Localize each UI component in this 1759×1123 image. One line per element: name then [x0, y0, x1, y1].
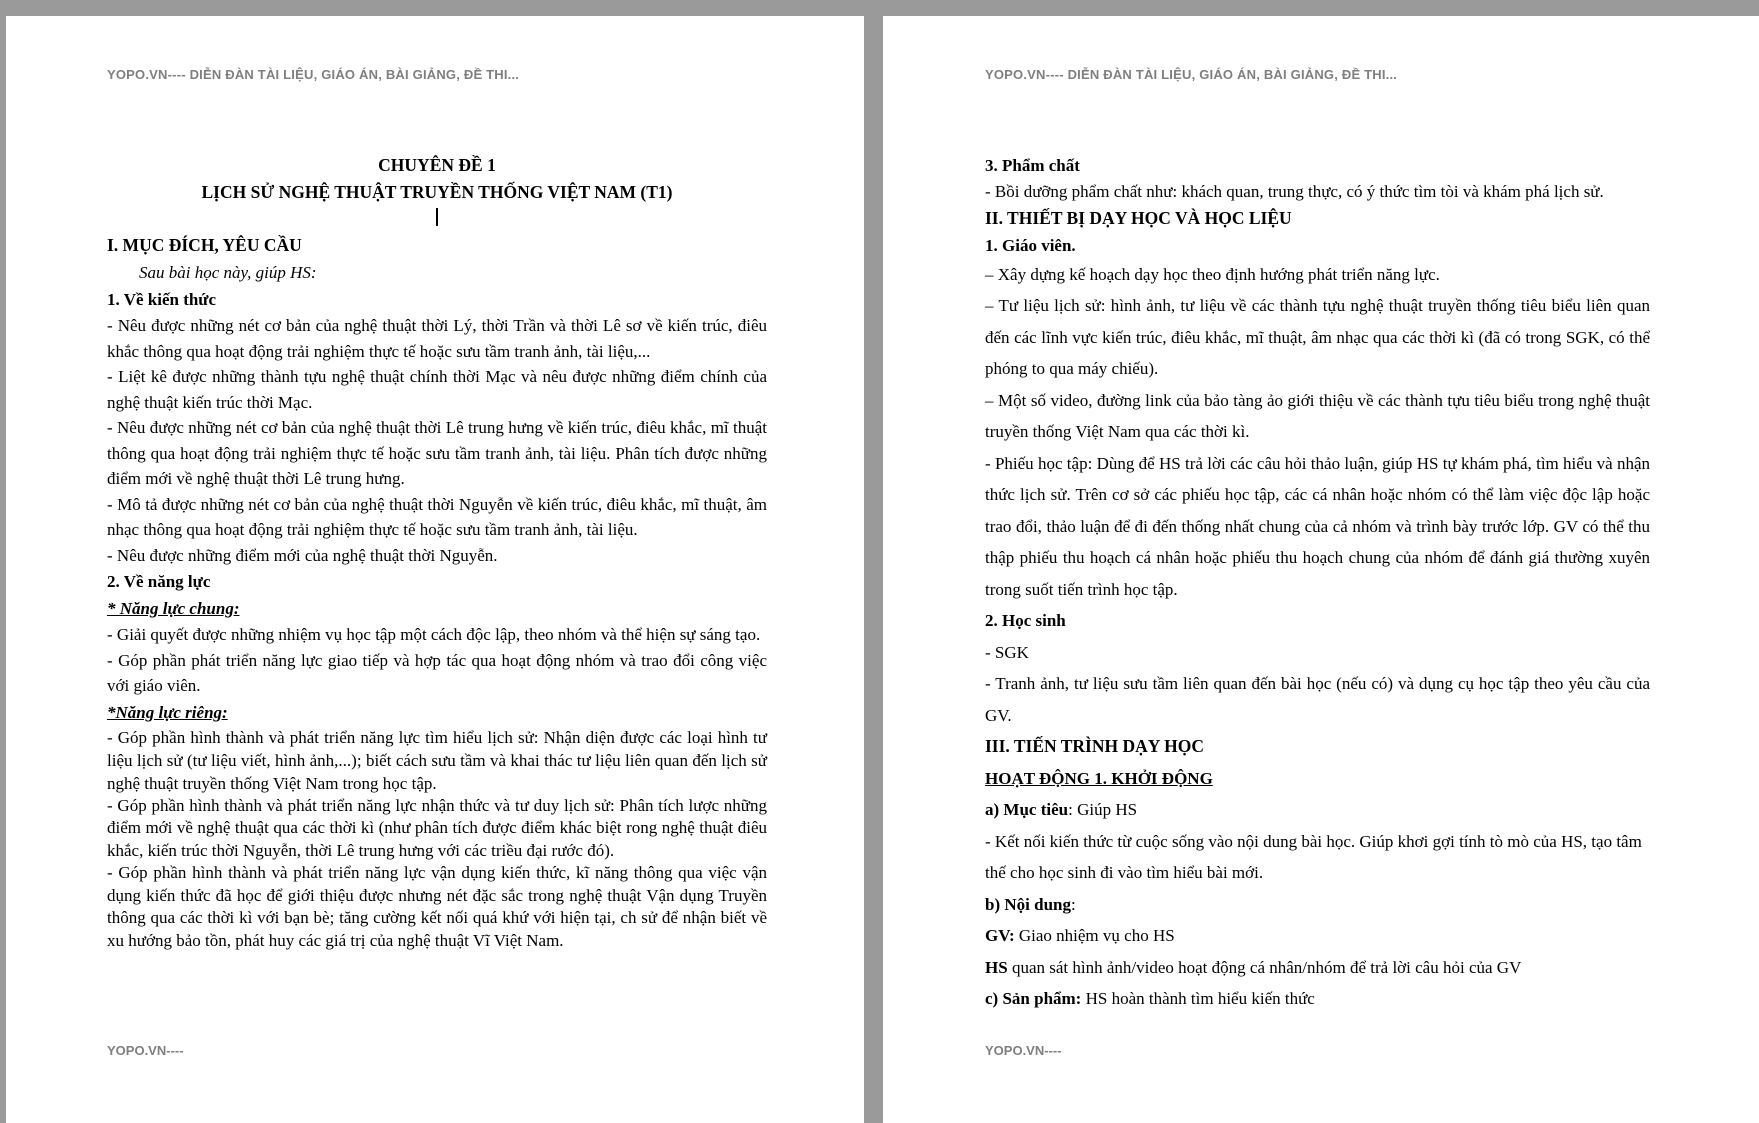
section-heading: II. THIẾT BỊ DẠY HỌC VÀ HỌC LIỆU — [985, 207, 1292, 228]
document-page-1 — [6, 16, 864, 1123]
subheading-teacher: 1. Giáo viên. — [985, 235, 1076, 255]
goal-label: a) Mục tiêu — [985, 800, 1069, 819]
section-heading: III. TIẾN TRÌNH DẠY HỌC — [985, 736, 1204, 756]
subheading-student: 2. Học sinh — [985, 611, 1066, 630]
product-label: c) Sản phẩm: — [985, 989, 1082, 1008]
paragraph: - SGK — [985, 642, 1029, 662]
paragraph: – Xây dựng kế hoạch dạy học theo định hướng phát triển năng lực. — [985, 264, 1440, 284]
paragraph: - Tranh ảnh, tư liệu sưu tầm liên quan đến bài học (nếu có) và dụng cụ học tập theo yêu cầu của GV. — [985, 674, 1650, 725]
goal-text: : Giúp HS — [1068, 800, 1138, 819]
paragraph: - Góp phần hình thành và phát triển năng lực vận dụng kiến thức, kĩ năng thông qua việc vận dụng kiến thức đã học để giới thiệu được nhưng nét đặc sắc trong nghệ thuật Vận dụng Truyền thông qua các thời kì với bạn bè; tăng cường kết nối quá khứ với hiện tại, ch sử để nhận biết về xu hướng bảo tồn, phát huy các giá trị của nghệ thuật Vĩ Việt Nam. — [107, 863, 767, 950]
product-text: HS hoàn thành tìm hiểu kiến thức — [1081, 989, 1315, 1008]
gv-label: GV: — [985, 926, 1015, 945]
section-heading: I. MỤC ĐÍCH, YÊU CẦU — [107, 235, 302, 255]
page-body — [107, 152, 767, 952]
paragraph: - Kết nối kiến thức từ cuộc sống vào nội dung bài học. Giúp khơi gợi tính tò mò của HS, tạo tâm thế cho học sinh đi vào tìm hiểu bài mới. — [985, 831, 1642, 882]
subheading-general: * Năng lực chung: — [107, 599, 240, 618]
gv-text: Giao nhiệm vụ cho HS — [1014, 926, 1175, 945]
subheading-specific: *Năng lực riêng: — [107, 702, 228, 722]
goal-line — [985, 794, 1650, 826]
text-cursor — [436, 208, 438, 226]
paragraph: - Góp phần hình thành và phát triển năng lực tìm hiểu lịch sử: Nhận diện được các loại hình tư liệu lịch sử (tư liệu viết, hình ảnh,...); biết cách sưu tầm và khai thác tư liệu liên quan đến lịch sử nghệ thuật truyền thống Việt Nam trong học tập. — [107, 727, 767, 793]
paragraph: - Mô tả được những nét cơ bản của nghệ thuật thời Nguyễn về kiến trúc, điêu khắc, mĩ thuật, âm nhạc thông qua hoạt động trải nghiệm thực tế hoặc sưu tầm tranh ảnh, tài liệu. — [107, 494, 767, 539]
paragraph: - Nêu được những điểm mới của nghệ thuật thời Nguyễn. — [107, 545, 498, 565]
topic-title: CHUYÊN ĐỀ 1 — [378, 155, 496, 175]
lesson-title: LỊCH SỬ NGHỆ THUẬT TRUYỀN THỐNG VIỆT NAM (T1) — [201, 182, 673, 202]
paragraph: - Giải quyết được những nhiệm vụ học tập một cách độc lập, theo nhóm và thể hiện sự sáng tạo. — [107, 625, 761, 644]
page-header: YOPO.VN---- DIỄN ĐÀN TÀI LIỆU, GIÁO ÁN, BÀI GIẢNG, ĐỀ THI... — [985, 67, 1398, 82]
page-footer: YOPO.VN---- — [985, 1043, 1062, 1058]
hs-label: HS — [985, 957, 1008, 977]
document-page-2 — [883, 16, 1759, 1123]
paragraph: - Nêu được những nét cơ bản của nghệ thuật thời Lê trung hưng về kiến trúc, điêu khắc, mĩ thuật thông qua hoạt động trải nghiệm thực tế hoặc sưu tầm tranh ảnh, tài liệu. Phân tích được những điểm mới về nghệ thuật thời Lê trung hưng. — [107, 418, 767, 488]
subheading-qualities: 3. Phẩm chất — [985, 156, 1080, 175]
subheading-knowledge: 1. Về kiến thức — [107, 290, 217, 309]
hs-line — [985, 952, 1650, 984]
product-line — [985, 983, 1650, 1015]
activity-heading: HOẠT ĐỘNG 1. KHỞI ĐỘNG — [985, 768, 1213, 788]
gv-line — [985, 920, 1650, 952]
hs-text: quan sát hình ảnh/video hoạt động cá nhân/nhóm để trả lời câu hỏi của GV — [1007, 957, 1522, 977]
page-header: YOPO.VN---- DIỄN ĐÀN TÀI LIỆU, GIÁO ÁN, BÀI GIẢNG, ĐỀ THI... — [107, 67, 520, 82]
content-text: : — [1070, 894, 1076, 914]
paragraph: - Liệt kê được những thành tựu nghệ thuật chính thời Mạc và nêu được những điểm chính của nghệ thuật kiến trúc thời Mạc. — [107, 367, 767, 412]
content-label: b) Nội dung — [985, 894, 1071, 914]
intro-text: Sau bài học này, giúp HS: — [139, 263, 317, 282]
paragraph: - Góp phần phát triển năng lực giao tiếp và hợp tác qua hoạt động nhóm và trao đổi công việc với giáo viên. — [107, 650, 767, 695]
page-footer: YOPO.VN---- — [107, 1043, 184, 1058]
paragraph: - Nêu được những nét cơ bản của nghệ thuật thời Lý, thời Trần và thời Lê sơ về kiến trúc, điêu khắc thông qua hoạt động trải nghiệm thực tế hoặc sưu tầm tranh ảnh, tài liệu,... — [107, 316, 767, 361]
page-body — [985, 152, 1650, 1015]
paragraph: - Bồi dưỡng phẩm chất như: khách quan, trung thực, có ý thức tìm tòi và khám phá lịch sử. — [985, 182, 1604, 201]
paragraph: – Tư liệu lịch sử: hình ảnh, tư liệu về các thành tựu nghệ thuật truyền thống tiêu biểu liên quan đến các lĩnh vực kiến trúc, điêu khắc, mĩ thuật, âm nhạc qua các thời kì (đã có trong SGK, có thể phóng to qua máy chiếu). — [985, 296, 1650, 378]
paragraph: - Góp phần hình thành và phát triển năng lực nhận thức và tư duy lịch sử: Phân tích lược những điểm mới về nghệ thuật qua các thời kì (như phân tích được điểm khác biệt rong nghệ thuật điêu khắc, kiến trúc thời Nguyễn, thời Lê trung hưng với các triều đại rước đó). — [107, 795, 767, 860]
paragraph: - Phiếu học tập: Dùng để HS trả lời các câu hỏi thảo luận, giúp HS tự khám phá, tìm hiểu và nhận thức lịch sử. Trên cơ sở các phiếu học tập, các cá nhân hoặc nhóm có thể làm việc độc lập hoặc trao đổi, thảo luận để đi đến thống nhất chung của cả nhóm và trình bày trước lớp. GV có thể thu thập phiếu thu hoạch cá nhân hoặc phiếu thu hoạch chung của nhóm để đánh giá thường xuyên trong suốt tiến trình học tập. — [985, 453, 1650, 599]
subheading-competence: 2. Về năng lực — [107, 572, 211, 591]
paragraph: – Một số video, đường link của bảo tàng ảo giới thiệu về các thành tựu tiêu biểu trong nghệ thuật truyền thống Việt Nam qua các thời kì. — [985, 390, 1650, 441]
content-line — [985, 889, 1650, 921]
